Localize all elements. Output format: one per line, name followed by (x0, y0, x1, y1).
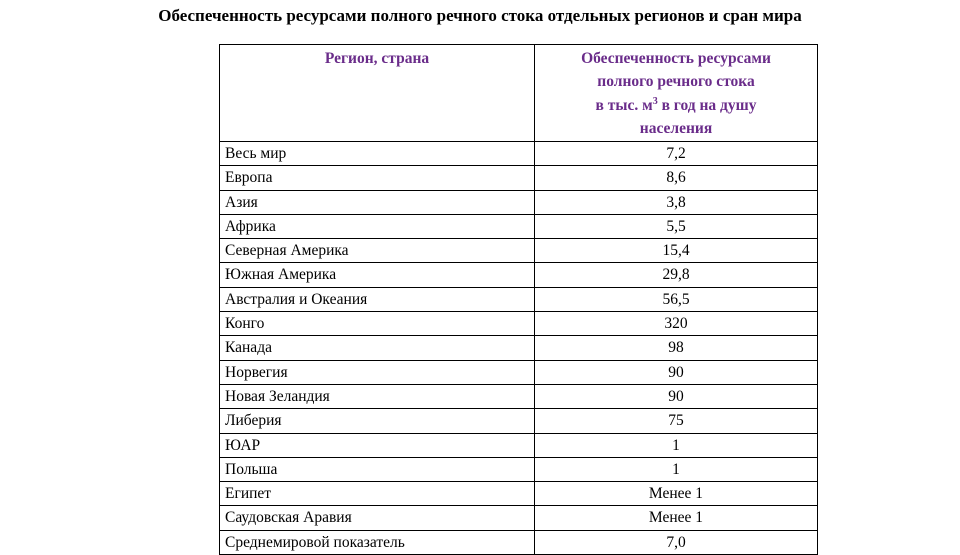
value-cell: 5,5 (535, 214, 818, 238)
region-cell: Конго (220, 312, 535, 336)
table-row (220, 336, 818, 360)
table-row (220, 142, 818, 166)
value-cell: 90 (535, 384, 818, 408)
region-cell: Африка (220, 214, 535, 238)
column-header-unit: в тыс. м (595, 96, 653, 114)
region-cell: Канада (220, 336, 535, 360)
value-cell: 3,8 (535, 190, 818, 214)
region-cell: Саудовская Аравия (220, 506, 535, 530)
value-cell: 7,0 (535, 530, 818, 554)
region-cell: Египет (220, 482, 535, 506)
region-cell: Новая Зеландия (220, 384, 535, 408)
table-row (220, 287, 818, 311)
value-cell: 75 (535, 409, 818, 433)
table-row (220, 214, 818, 238)
table-row (220, 360, 818, 384)
table-row (220, 166, 818, 190)
value-cell: 7,2 (535, 142, 818, 166)
column-header-unit-rest: в год на душу (657, 96, 757, 114)
region-cell: Северная Америка (220, 239, 535, 263)
region-cell: Весь мир (220, 142, 535, 166)
column-header-value-line3 (596, 97, 757, 114)
table-row (220, 433, 818, 457)
value-cell: 98 (535, 336, 818, 360)
page-title: Обеспеченность ресурсами полного речного стока отдельных регионов и сран мира (158, 6, 802, 25)
table-row (220, 384, 818, 408)
region-cell: Среднемировой показатель (220, 530, 535, 554)
value-cell: 1 (535, 457, 818, 481)
table-header-row (220, 45, 818, 142)
column-header-value-line2: полного речного стока (597, 73, 755, 91)
region-cell: Австралия и Океания (220, 287, 535, 311)
value-cell: Менее 1 (535, 506, 818, 530)
region-cell: Европа (220, 166, 535, 190)
value-cell: 15,4 (535, 239, 818, 263)
table-row (220, 530, 818, 554)
region-cell: Азия (220, 190, 535, 214)
table-body (220, 142, 818, 555)
value-cell: 56,5 (535, 287, 818, 311)
table-row (220, 506, 818, 530)
column-header-unit-superscript: 3 (652, 95, 658, 107)
table-row (220, 239, 818, 263)
table-row (220, 263, 818, 287)
value-cell: 8,6 (535, 166, 818, 190)
value-cell: 1 (535, 433, 818, 457)
column-header-value (535, 45, 818, 142)
resources-table (219, 44, 818, 555)
table-row (220, 190, 818, 214)
region-cell: Польша (220, 457, 535, 481)
region-cell: Либерия (220, 409, 535, 433)
column-header-value-line4: населения (639, 119, 713, 137)
column-header-region: Регион, страна (220, 45, 535, 142)
value-cell: Менее 1 (535, 482, 818, 506)
table-row (220, 482, 818, 506)
region-cell: Норвегия (220, 360, 535, 384)
region-cell: Южная Америка (220, 263, 535, 287)
column-header-value-line1: Обеспеченность ресурсами (581, 50, 771, 67)
table-row (220, 409, 818, 433)
region-cell: ЮАР (220, 433, 535, 457)
value-cell: 90 (535, 360, 818, 384)
value-cell: 29,8 (535, 263, 818, 287)
value-cell: 320 (535, 312, 818, 336)
table-row (220, 312, 818, 336)
table-row (220, 457, 818, 481)
